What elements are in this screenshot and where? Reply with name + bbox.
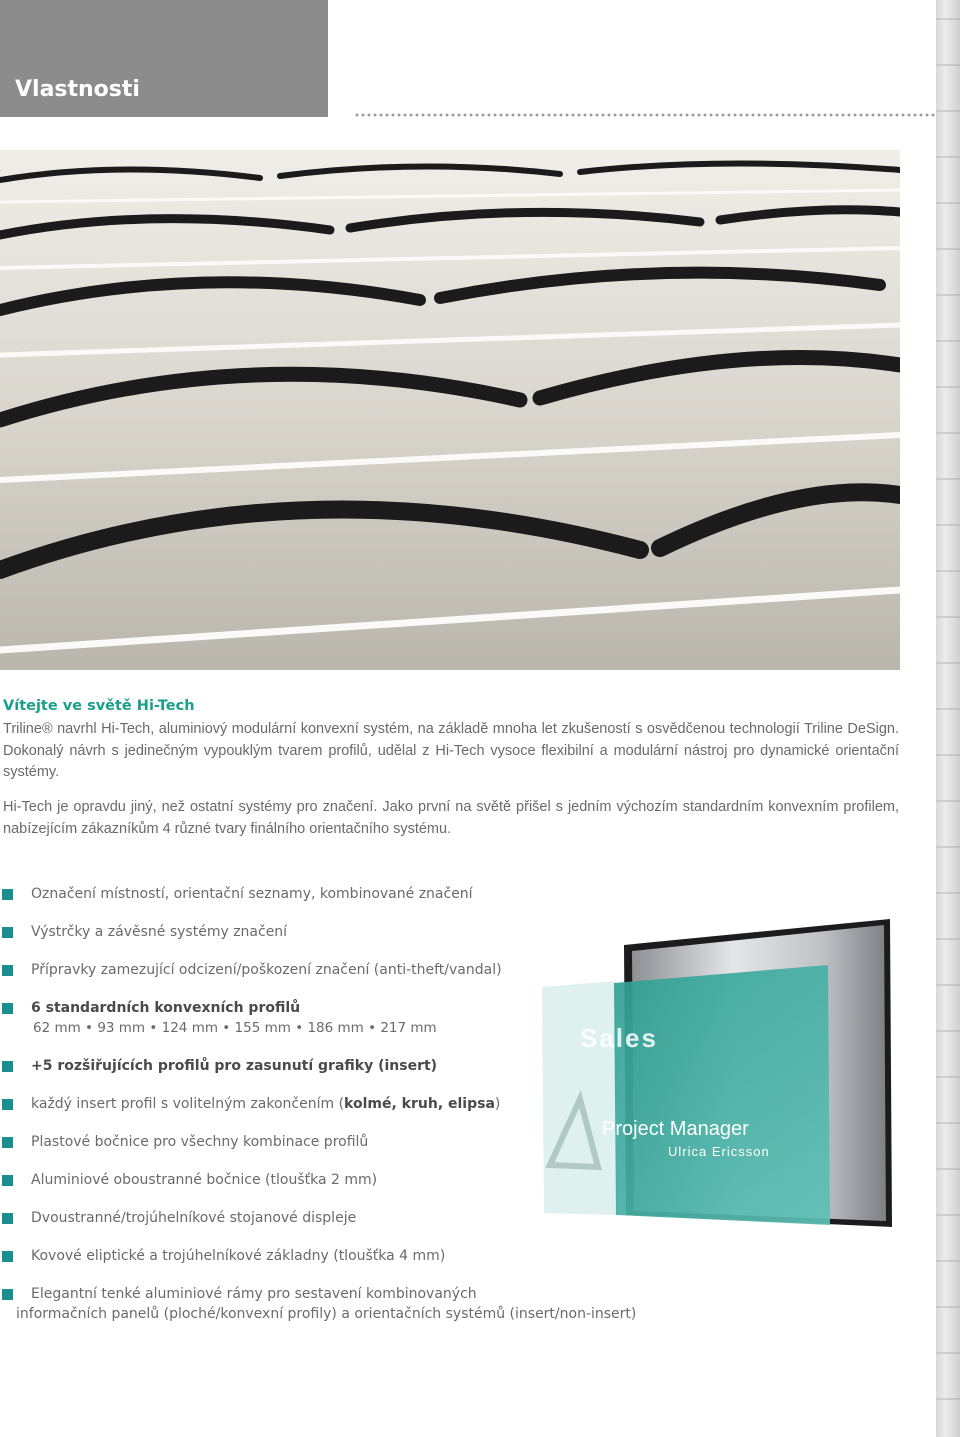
sign-product-photo [540, 915, 900, 1275]
feature-text-continued: informačních panelů (ploché/konvexní profily) a orientačních systémů (insert/non-insert) [16, 1306, 637, 1322]
bullet-square-icon [2, 1137, 13, 1148]
profile-sizes: 62 mm • 93 mm • 124 mm • 155 mm • 186 mm • 217 mm [33, 1020, 437, 1036]
bullet-square-icon [2, 1213, 13, 1224]
feature-text: 6 standardních konvexních profilů [31, 1000, 301, 1016]
feature-text: Výstrčky a závěsné systémy značení [31, 924, 288, 940]
feature-text: Kovové eliptické a trojúhelníkové základny (tloušťka 4 mm) [31, 1248, 446, 1264]
feature-text: Dvoustranné/trojúhelníkové stojanové displeje [31, 1210, 357, 1226]
feature-text: +5 rozšiřujících profilů pro zasunutí grafiky (insert) [31, 1058, 438, 1074]
profiles-photo [0, 150, 900, 670]
intro-title: Vítejte ve světě Hi-Tech [3, 698, 195, 714]
page-title: Vlastnosti [15, 77, 140, 102]
feature-text: Plastové bočnice pro všechny kombinace profilů [31, 1134, 369, 1150]
bullet-square-icon [2, 927, 13, 938]
intro-paragraph-1: Triline® navrhl Hi-Tech, aluminiový modulární konvexní systém, na základě mnoha let zkušeností s osvědčenou technologií Triline DeSign. Dokonalý návrh s jedinečným vypouklým tvarem profilů, udělal z Hi-Tech vysoce flexibilní a modulární nástroj pro dynamické orientační systémy. [3, 721, 899, 780]
feature-text-bold: kolmé, kruh, elipsa [344, 1096, 495, 1112]
bullet-square-icon [2, 1099, 13, 1110]
bullet-square-icon [2, 889, 13, 900]
sign-text-name: Ulrica Ericsson [668, 1144, 770, 1159]
bullet-square-icon [2, 1251, 13, 1262]
bullet-square-icon [2, 965, 13, 976]
feature-text-part: každý insert profil s volitelným zakončením ( [31, 1096, 345, 1112]
bullet-square-icon [2, 1175, 13, 1186]
feature-text: Přípravky zamezující odcizení/poškození značení (anti-theft/vandal) [31, 962, 502, 978]
sign-text-sales: Sales [580, 1023, 658, 1053]
header-box [0, 0, 328, 117]
dotted-divider [354, 113, 936, 117]
sign-text-title: Project Manager [602, 1118, 749, 1140]
bullet-square-icon [2, 1289, 13, 1300]
right-edge-strip [936, 0, 960, 1437]
feature-text [31, 1094, 500, 1114]
feature-text-part: ) [494, 1096, 501, 1112]
feature-text: Aluminiové oboustranné bočnice (tloušťka 2 mm) [31, 1172, 378, 1188]
bullet-square-icon [2, 1061, 13, 1072]
bullet-square-icon [2, 1003, 13, 1014]
feature-text: Elegantní tenké aluminiové rámy pro sestavení kombinovaných [31, 1286, 477, 1302]
intro-paragraph-2: Hi-Tech je opravdu jiný, než ostatní systémy pro značení. Jako první na světě přišel s jedním výchozím standardním konvexním profilem, nabízejícím zákazníkům 4 různé tvary finálního orientačního systému. [3, 799, 899, 837]
feature-text: Označení místností, orientační seznamy, kombinované značení [31, 886, 473, 902]
